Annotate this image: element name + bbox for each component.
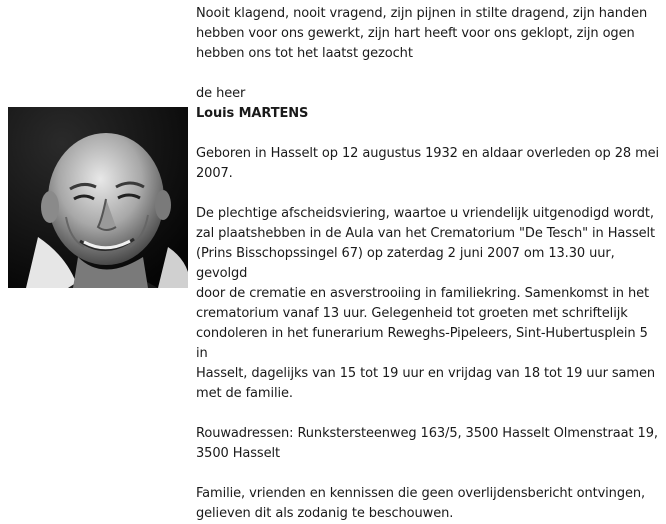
text-line: Familie, vrienden en kennissen die geen overlijdensbericht ontvingen, (196, 486, 646, 501)
text-line: De plechtige afscheidsviering, waartoe u vriendelijk uitgenodigd wordt, (196, 206, 654, 221)
text-line: condoleren in het funerarium Reweghs-Pipeleers, Sint-Hubertusplein 5 in (196, 326, 648, 361)
poem-line: Nooit klagend, nooit vragend, zijn pijnen in stilte dragend, zijn handen (196, 6, 648, 21)
text-line: Hasselt, dagelijks van 15 tot 19 uur en vrijdag van 18 tot 19 uur samen (196, 366, 656, 381)
text-line: zal plaatshebben in de Aula van het Crematorium "De Tesch" in Hasselt (196, 226, 656, 241)
text-line: door de crematie en asverstrooiing in familiekring. Samenkomst in het (196, 286, 650, 301)
text-line: crematorium vanaf 13 uur. Gelegenheid tot groeten met schriftelijk (196, 306, 628, 321)
birth-death-info (196, 144, 662, 184)
text-line: Geboren in Hasselt op 12 augustus 1932 en aldaar overleden op 28 mei (196, 146, 660, 161)
closing-note (196, 484, 662, 524)
text-line: 2007. (196, 166, 233, 181)
portrait-photo (8, 107, 188, 288)
ceremony-info (196, 204, 662, 404)
text-line: gelieven dit als zodanig te beschouwen. (196, 506, 454, 521)
deceased-name: Louis MARTENS (196, 106, 309, 121)
mourning-addresses (196, 424, 662, 464)
text-line: Rouwadressen: Runkstersteenweg 163/5, 3500 Hasselt Olmenstraat 19, (196, 426, 658, 441)
poem-line: hebben voor ons gewerkt, zijn hart heeft voor ons geklopt, zijn ogen (196, 26, 635, 41)
poem (196, 4, 662, 64)
obituary-text (196, 4, 662, 524)
text-line: met de familie. (196, 386, 293, 401)
salutation: de heer (196, 86, 246, 101)
text-line: (Prins Bisschopssingel 67) op zaterdag 2 juni 2007 om 13.30 uur, gevolgd (196, 246, 615, 281)
poem-line: hebben ons tot het laatst gezocht (196, 46, 413, 61)
text-line: 3500 Hasselt (196, 446, 281, 461)
